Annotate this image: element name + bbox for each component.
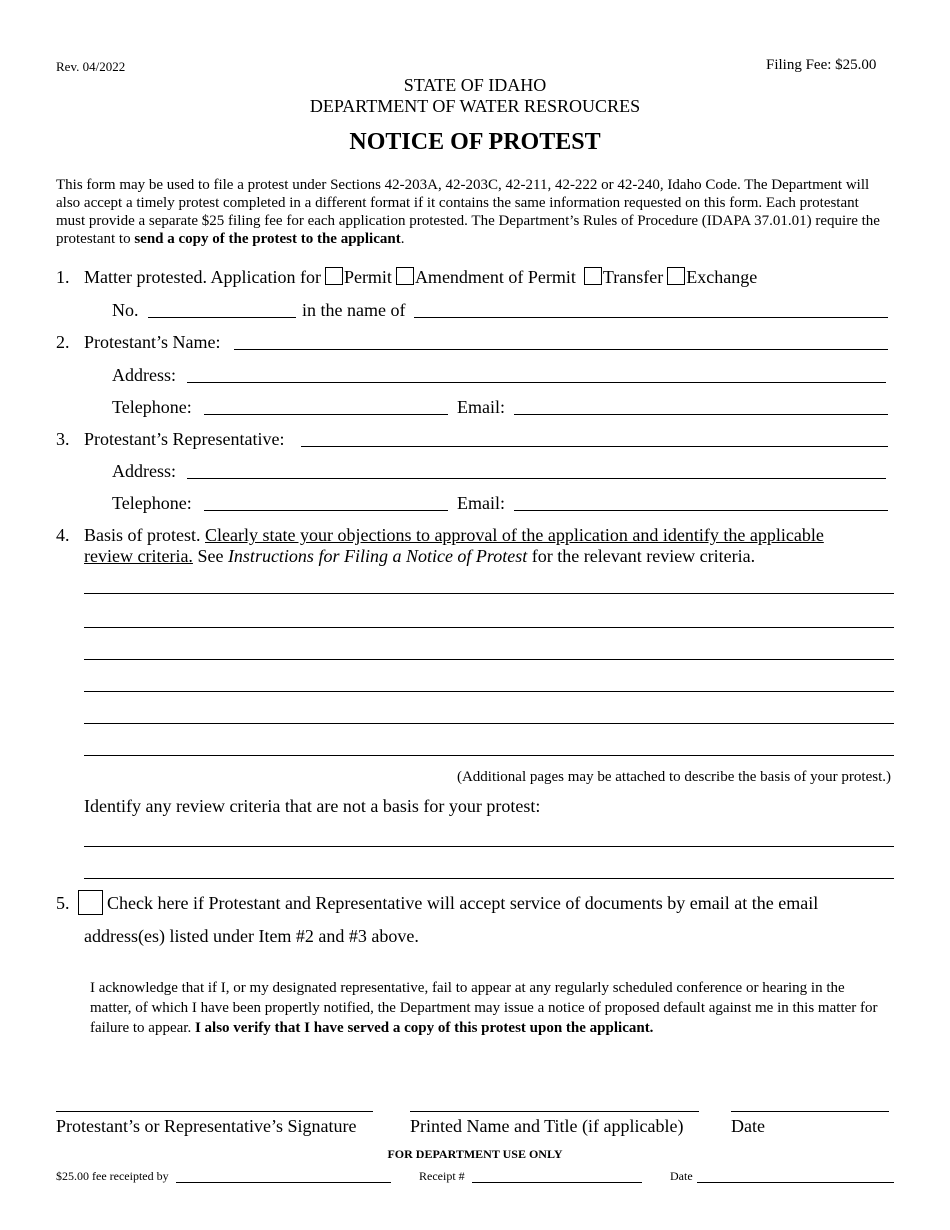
representative-telephone-label: Telephone: — [112, 493, 192, 513]
basis-line-1 — [84, 525, 824, 546]
protestant-address-field[interactable] — [187, 382, 886, 383]
basis-instruction-a: Clearly state your objections to approval of the application and identify the applicable — [205, 525, 824, 545]
item1-row — [84, 267, 757, 288]
transfer-label: Transfer — [602, 267, 664, 287]
item1-number: 1. — [56, 267, 70, 287]
representative-email-label: Email: — [457, 493, 505, 513]
protestant-address-label: Address: — [112, 365, 176, 385]
item3-number: 3. — [56, 429, 70, 449]
basis-line-field[interactable] — [84, 593, 894, 594]
representative-label: Protestant’s Representative: — [84, 429, 285, 449]
protestant-email-label: Email: — [457, 397, 505, 417]
basis-line-field[interactable] — [84, 723, 894, 724]
signature-date-label: Date — [731, 1116, 765, 1136]
protestant-email-field[interactable] — [514, 414, 888, 415]
basis-line-field[interactable] — [84, 691, 894, 692]
signature-label: Protestant’s or Representative’s Signature — [56, 1116, 357, 1136]
item2-number: 2. — [56, 332, 70, 352]
permit-label: Permit — [343, 267, 392, 287]
basis-see: See — [192, 546, 228, 566]
receipt-number-label: Receipt # — [419, 1169, 465, 1183]
amendment-label: Amendment of Permit — [414, 267, 576, 287]
filing-fee-label: Filing Fee: $25.00 — [766, 57, 877, 73]
acknowledgement-text: I acknowledge that if I, or my designated representative, fail to appear at any regularly scheduled conference or hearing in the matter, of which I have been propertly notified, the Department may issue a notice of proposed default against me in this matter for failure to appear. — [90, 980, 878, 1036]
exchange-checkbox[interactable] — [667, 267, 685, 285]
email-service-text-1: Check here if Protestant and Representative will accept service of documents by email at the email — [107, 893, 819, 913]
not-basis-line-field[interactable] — [84, 846, 894, 847]
email-service-checkbox[interactable] — [78, 890, 103, 915]
receipt-number-field[interactable] — [472, 1182, 642, 1183]
basis-line-field[interactable] — [84, 659, 894, 660]
intro-text: This form may be used to file a protest under Sections 42-203A, 42-203C, 42-211, 42-222 or 42-240, Idaho Code. The Department will also accept a timely protest completed in a different format if it contains the same information requested on this form. Each protestant must provide a separate $25 filing fee for each application protested. The Department’s Rules of Procedure (IDAPA 37.01.01) require the protestant to — [56, 177, 880, 247]
amendment-checkbox[interactable] — [396, 267, 414, 285]
basis-line-field[interactable] — [84, 627, 894, 628]
basis-line-field[interactable] — [84, 755, 894, 756]
applicant-name-field[interactable] — [414, 317, 888, 318]
application-number-label: No. — [112, 300, 139, 320]
fee-receipted-label: $25.00 fee receipted by — [56, 1169, 169, 1183]
basis-rest: for the relevant review criteria. — [527, 546, 756, 566]
basis-line-2 — [84, 546, 755, 567]
exchange-label: Exchange — [686, 267, 758, 287]
representative-email-field[interactable] — [514, 510, 888, 511]
printed-name-label: Printed Name and Title (if applicable) — [410, 1116, 684, 1136]
email-service-text-2: address(es) listed under Item #2 and #3 above. — [84, 926, 419, 946]
item1-label: Matter protested. Application for — [84, 267, 321, 287]
fee-receipted-field[interactable] — [176, 1182, 391, 1183]
department-use-heading: FOR DEPARTMENT USE ONLY — [387, 1147, 563, 1161]
representative-telephone-field[interactable] — [204, 510, 448, 511]
additional-pages-note: (Additional pages may be attached to describe the basis of your protest.) — [456, 769, 891, 785]
transfer-checkbox[interactable] — [584, 267, 602, 285]
signature-field[interactable] — [56, 1111, 373, 1112]
intro-paragraph — [56, 176, 886, 248]
protestant-telephone-field[interactable] — [204, 414, 448, 415]
permit-checkbox[interactable] — [325, 267, 343, 285]
acknowledgement-paragraph — [90, 978, 880, 1038]
department-date-field[interactable] — [697, 1182, 894, 1183]
in-the-name-of-label: in the name of — [302, 300, 406, 320]
state-heading: STATE OF IDAHO — [403, 75, 547, 95]
protestant-name-label: Protestant’s Name: — [84, 332, 221, 352]
item4-number: 4. — [56, 525, 70, 545]
basis-lead: Basis of protest. — [84, 525, 205, 545]
representative-address-label: Address: — [112, 461, 176, 481]
representative-name-field[interactable] — [301, 446, 888, 447]
revision-label: Rev. 04/2022 — [56, 59, 126, 74]
printed-name-field[interactable] — [410, 1111, 699, 1112]
acknowledgement-bold-text: I also verify that I have served a copy of this protest upon the applicant. — [194, 1020, 654, 1036]
representative-address-field[interactable] — [187, 478, 886, 479]
intro-bold-text: send a copy of the protest to the applicant — [134, 231, 401, 247]
signature-date-field[interactable] — [731, 1111, 889, 1112]
basis-instructions-title: Instructions for Filing a Notice of Protest — [227, 546, 528, 566]
item5-number: 5. — [56, 893, 70, 913]
intro-end: . — [400, 231, 405, 247]
not-basis-label: Identify any review criteria that are not a basis for your protest: — [84, 796, 541, 816]
protestant-telephone-label: Telephone: — [112, 397, 192, 417]
basis-instruction-b: review criteria. — [84, 546, 193, 566]
application-number-field[interactable] — [148, 317, 296, 318]
not-basis-line-field[interactable] — [84, 878, 894, 879]
department-heading: DEPARTMENT OF WATER RESROUCRES — [309, 96, 641, 116]
page-title: NOTICE OF PROTEST — [349, 129, 601, 155]
protestant-name-field[interactable] — [234, 349, 888, 350]
department-date-label: Date — [670, 1169, 693, 1183]
